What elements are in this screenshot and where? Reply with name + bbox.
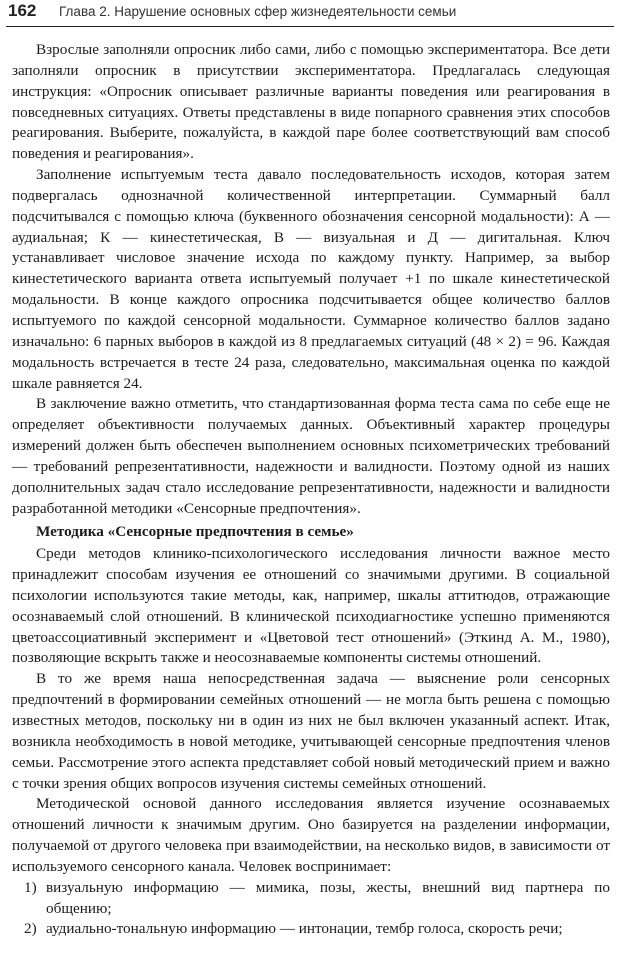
page-number: 162 [8,1,37,20]
section-heading: Методика «Сенсорные предпочтения в семье» [36,523,354,541]
list-item-number: 2) [24,920,37,938]
paragraph: В то же время наша непосредственная задача — выяснение роли сенсорных предпочтений в формировании семейных отношений — не могла быть решена с помощью известных методов, поскольку ни в один из них не был включен указанный аспект. Итак, возникла необходимость в новой методике, учитывающей сенсорные предпочтения членов семьи. Рассмотрение этого аспекта представляет собой новый методический прием и важно с точки зрения общих вопросов изучения системы семейных отношений. [12,670,610,792]
paragraph: Взрослые заполняли опросник либо сами, либо с помощью экспериментатора. Все дети заполняли опросник в присутствии экспериментатора. Предлагалась следующая инструкция: «Опросник описывает различные варианты поведения или реагирования в повседневных ситуациях. Ответы представлены в виде попарного сравнения этих способов реагирования. Выберите, пожалуйста, в каждой паре более соответствующий вам способ поведения и реагирования». [12,41,610,163]
paragraph: В заключение важно отметить, что стандартизованная форма теста сама по себе еще не определяет объективности получаемых данных. Объективный характер процедуры измерений должен быть обеспечен выполнением основных психометрических требований — требований репрезентативности, надежности и валидности. Поэтому одной из наших дополнительных задач стало исследование репрезентативности, надежности и валидности разработанной методики «Сенсорные предпочтения». [12,395,610,517]
paragraph: Методической основой данного исследования является изучение осознаваемых отношений личности к значимым другим. Оно базируется на разделении информации, получаемой от другого человека при взаимодействии, на несколько видов, в зависимости от используемого сенсорного канала. Человек воспринимает: [12,795,610,875]
running-title: Глава 2. Нарушение основных сфер жизнедеятельности семьи [59,4,457,19]
list-item [0,919,620,940]
list-item-text: визуальную информацию — мимика, позы, жесты, внешний вид партнера по общению; [46,878,610,917]
paragraph: Среди методов клинико-психологического исследования личности важное место принадлежит способам изучения ее отношений со значимыми другими. В социальной психологии используются такие методы, как, например, шкалы аттитюдов, отражающие осознаваемый слой отношений. В клинической психодиагностике успешно применяются цветоассоциативный эксперимент и «Цветовой тест отношений» (Эткинд А. М., 1980), позволяющие вскрыть также и неосознаваемые компоненты системы отношений. [12,545,610,667]
list-item-text: аудиально-тональную информацию — интонации, тембр голоса, скорость речи; [46,920,563,938]
list-item-number: 1) [24,878,37,896]
body-text [0,40,620,940]
paragraph: Заполнение испытуемым теста давало последовательность исходов, которая затем подвергалась однозначной количественной интерпретации. Суммарный балл подсчитывался с помощью ключа (буквенного обозначения сенсорной модальности): А — аудиальная; К — кинестетическая, В — визуальная и Д — дигитальная. Ключ устанавливает числовое значение исхода по каждому пункту. Например, за выбор кинестетического варианта ответа испытуемый получает +1 по шкале кинестетической модальности. В конце каждого опросника подсчитывается общее количество баллов испытуемого по каждой сенсорной модальности. Суммарное количество баллов задано изначально: 6 парных выборов в каждой из 8 предлагаемых ситуаций (48 × 2) = 96. Каждая модальность встречается в тесте 24 раза, следовательно, максимальная оценка по каждой шкале равняется 24. [12,166,610,392]
page-header [6,0,614,27]
list-item [0,878,620,920]
